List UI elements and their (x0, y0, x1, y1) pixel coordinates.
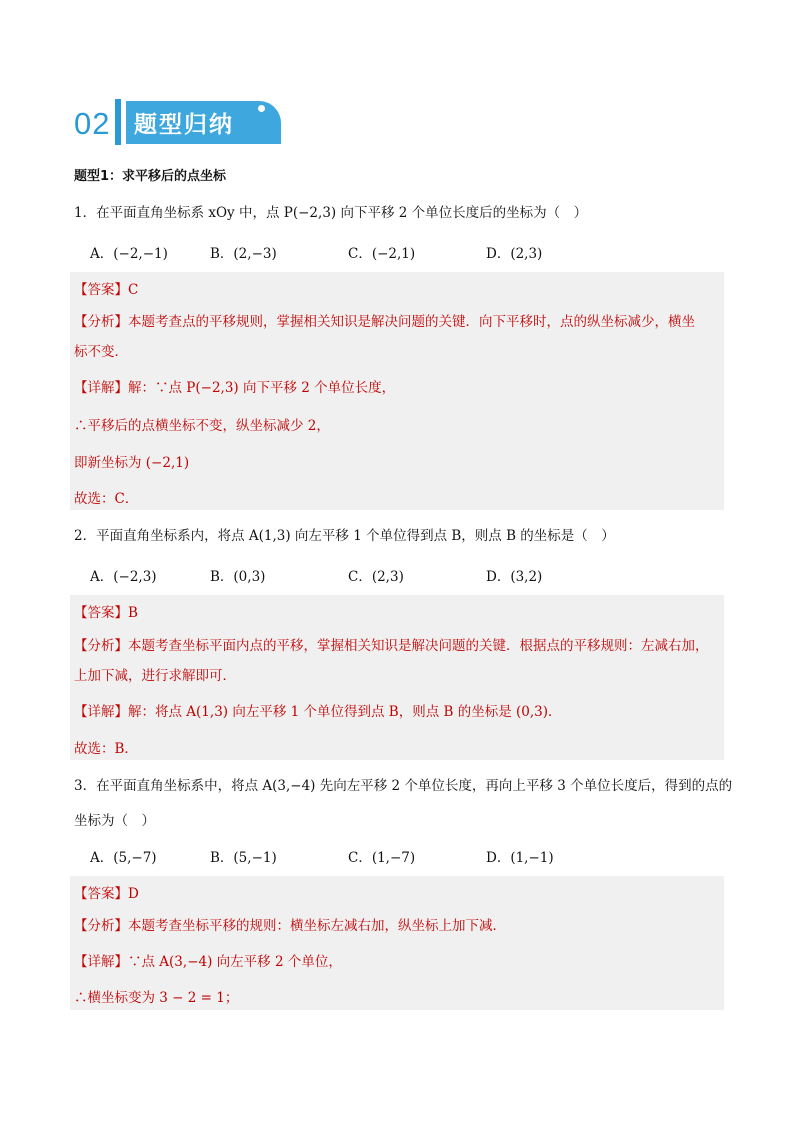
q2-answer-line (74, 601, 138, 621)
q1-option-d: D．(2,3) (486, 246, 543, 262)
q1-option-c: C．(−2,1) (348, 246, 416, 262)
q1-detail-tag: 【详解】 (74, 380, 128, 396)
q3-detail-line1 (74, 950, 342, 970)
q3-answer: D (128, 886, 139, 902)
type-title: 题型1：求平移后的点坐标 (74, 169, 227, 184)
q2-analysis-line1 (74, 634, 709, 654)
q3-answer-line (74, 882, 139, 902)
q2-option-c: C．(2,3) (348, 569, 404, 585)
q1-analysis-tag: 【分析】 (74, 314, 128, 330)
q1-detail-text1: 解：∵点 P(−2,3) 向下平移 2 个单位长度， (128, 380, 396, 396)
q3-option-a: A．(5,−7) (90, 850, 157, 866)
q3-option-b: B．(5,−1) (210, 850, 277, 866)
q1-detail-text3: 即新坐标为 (−2,1) (74, 455, 190, 471)
q2-analysis-text1: 本题考查坐标平面内点的平移，掌握相关知识是解决问题的关键．根据点的平移规则：左减右加， (128, 638, 709, 654)
q3-detail-text2: ∴横坐标变为 3 − 2 = 1； (74, 990, 239, 1006)
q3-stem-line2: 坐标为（ ） (74, 813, 155, 829)
q2-option-d: D．(3,2) (486, 569, 543, 585)
q3-option-d: D．(1,−1) (486, 850, 554, 866)
q2-option-a: A．(−2,3) (90, 569, 157, 585)
q3-answer-tag: 【答案】 (74, 886, 128, 902)
q1-analysis-text2: 标不变． (74, 344, 128, 360)
q3-detail-text1: ∵点 A(3,−4) 向左平移 2 个单位， (128, 954, 342, 970)
q3-stem-line1: 3．在平面直角坐标系中，将点 A(3,−4) 先向左平移 2 个单位长度，再向上平移 3 个单位长度后，得到的点的 (74, 778, 733, 794)
q3-option-c: C．(1,−7) (348, 850, 416, 866)
q2-option-b: B．(0,3) (210, 569, 266, 585)
q1-option-b: B．(2,−3) (210, 246, 277, 262)
q2-answer-tag: 【答案】 (74, 605, 128, 621)
q2-detail-tag: 【详解】 (74, 704, 128, 720)
banner-dot-icon (258, 105, 265, 112)
q1-detail-line1 (74, 376, 395, 396)
q1-analysis-text1: 本题考查点的平移规则，掌握相关知识是解决问题的关键．向下平移时，点的纵坐标减少，横坐 (128, 314, 695, 330)
q3-analysis-tag: 【分析】 (74, 918, 128, 934)
section-accent-bar (115, 99, 121, 145)
q1-stem: 1．在平面直角坐标系 xOy 中，点 P(−2,3) 向下平移 2 个单位长度后的坐标为（ ） (74, 205, 588, 221)
q3-analysis-line1 (74, 914, 506, 934)
q2-stem: 2．平面直角坐标系内，将点 A(1,3) 向左平移 1 个单位得到点 B，则点 B 的坐标是（ ） (74, 528, 615, 544)
q1-detail-text2: ∴平移后的点横坐标不变，纵坐标减少 2， (74, 418, 330, 434)
q2-detail-text2: 故选：B． (74, 741, 138, 757)
q2-analysis-tag: 【分析】 (74, 638, 128, 654)
q1-analysis-line1 (74, 310, 695, 330)
q3-analysis-text1: 本题考查坐标平移的规则：横坐标左减右加，纵坐标上加下减． (128, 918, 506, 934)
q1-detail-text4: 故选：C． (74, 491, 139, 507)
section-number: 02 (74, 106, 111, 141)
q3-detail-tag: 【详解】 (74, 954, 128, 970)
section-title: 题型归纳 (134, 112, 234, 138)
q1-answer: C (128, 282, 139, 298)
q2-answer: B (128, 605, 138, 621)
q1-answer-line (74, 278, 138, 298)
q2-detail-text1: 解：将点 A(1,3) 向左平移 1 个单位得到点 B，则点 B 的坐标是 (0,3)． (128, 704, 562, 720)
q2-analysis-text2: 上加下减，进行求解即可． (74, 668, 236, 684)
q2-detail-line1 (74, 700, 562, 720)
q1-answer-tag: 【答案】 (74, 282, 128, 298)
q1-option-a: A．(−2,−1) (90, 246, 168, 262)
